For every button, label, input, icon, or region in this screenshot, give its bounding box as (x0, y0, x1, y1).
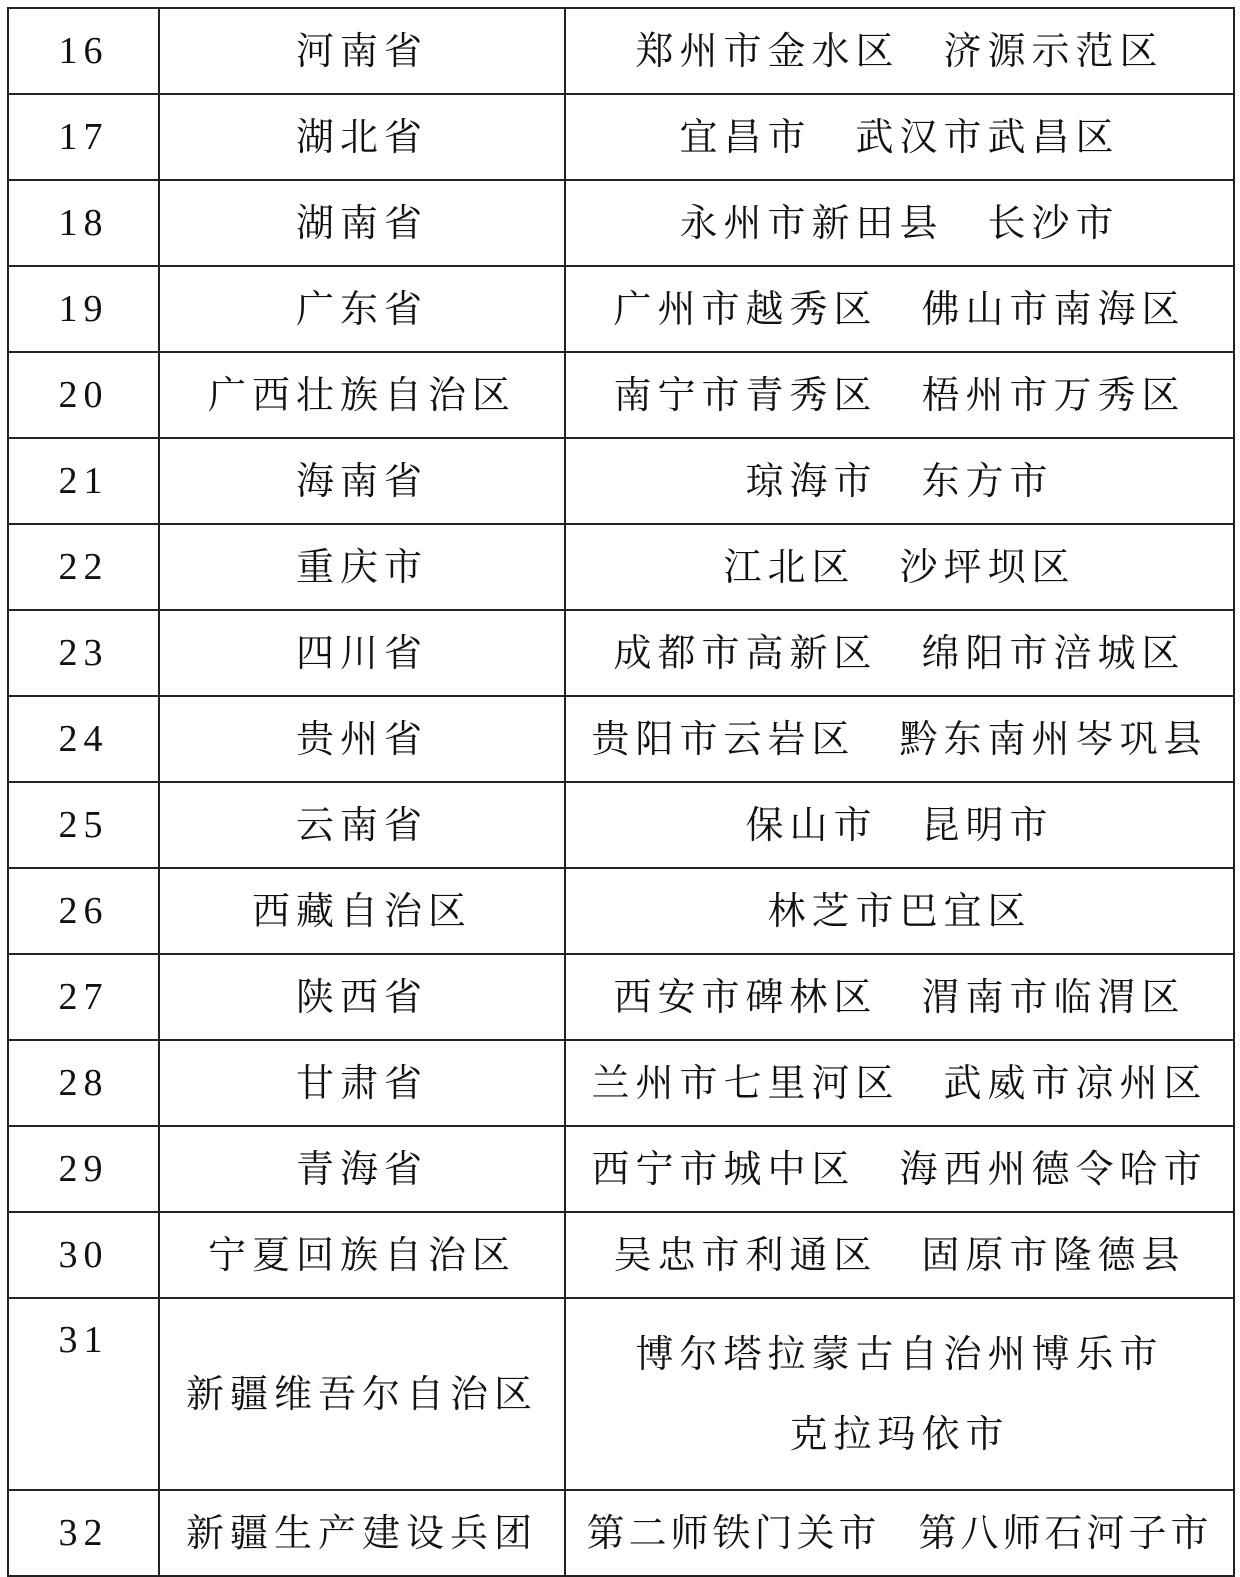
city-name: 永州市新田县 (679, 201, 944, 245)
table-row (8, 1126, 1234, 1212)
table-row (8, 180, 1234, 266)
row-number: 22 (8, 524, 159, 610)
row-number: 17 (8, 94, 159, 180)
city-name: 西宁市城中区 (591, 1147, 856, 1191)
cities-cell (565, 1490, 1234, 1576)
row-number: 21 (8, 438, 159, 524)
city-name: 宜昌市 (679, 115, 812, 159)
row-number: 27 (8, 954, 159, 1040)
table-row (8, 94, 1234, 180)
city-name: 林芝市巴宜区 (767, 889, 1032, 933)
city-name: 吴忠市利通区 (613, 1233, 878, 1277)
city-name: 长沙市 (987, 201, 1120, 245)
city-name: 第八师石河子市 (918, 1511, 1213, 1555)
table-row (8, 524, 1234, 610)
cities-cell (565, 438, 1234, 524)
province-cell: 新疆生产建设兵团 (159, 1490, 565, 1576)
row-number: 28 (8, 1040, 159, 1126)
city-name: 佛山市南海区 (921, 287, 1186, 331)
city-name: 第二师铁门关市 (586, 1511, 881, 1555)
province-cell: 新疆维吾尔自治区 (159, 1298, 565, 1490)
province-cell: 广西壮族自治区 (159, 352, 565, 438)
province-cell: 贵州省 (159, 696, 565, 782)
cities-cell (565, 524, 1234, 610)
cities-cell (565, 266, 1234, 352)
row-number: 25 (8, 782, 159, 868)
row-number: 30 (8, 1212, 159, 1298)
province-cell: 海南省 (159, 438, 565, 524)
cities-cell (565, 868, 1234, 954)
province-cell: 河南省 (159, 8, 565, 94)
city-name: 成都市高新区 (613, 631, 878, 675)
table-row (8, 696, 1234, 782)
city-name: 昆明市 (921, 803, 1054, 847)
province-cell: 陕西省 (159, 954, 565, 1040)
province-cell: 青海省 (159, 1126, 565, 1212)
row-number: 16 (8, 8, 159, 94)
city-name: 黔东南州岑巩县 (899, 717, 1208, 761)
cities-cell (565, 782, 1234, 868)
city-name: 琼海市 (745, 459, 878, 503)
city-name: 郑州市金水区 (635, 29, 900, 73)
cities-cell (565, 1040, 1234, 1126)
row-number: 32 (8, 1490, 159, 1576)
table-row (8, 352, 1234, 438)
region-table (7, 7, 1235, 1577)
city-name: 沙坪坝区 (899, 545, 1076, 589)
city-name: 梧州市万秀区 (921, 373, 1186, 417)
city-name: 保山市 (745, 803, 878, 847)
table-row (8, 954, 1234, 1040)
table-row (8, 1212, 1234, 1298)
city-name: 江北区 (723, 545, 856, 589)
cities-cell (565, 610, 1234, 696)
province-cell: 湖南省 (159, 180, 565, 266)
table-row (8, 782, 1234, 868)
cities-cell (565, 1212, 1234, 1298)
province-cell: 西藏自治区 (159, 868, 565, 954)
cities-cell (565, 1126, 1234, 1212)
city-name: 海西州德令哈市 (899, 1147, 1208, 1191)
city-name: 西安市碑林区 (613, 975, 878, 1019)
city-name: 渭南市临渭区 (921, 975, 1186, 1019)
city-name: 济源示范区 (943, 29, 1164, 73)
city-name: 绵阳市涪城区 (921, 631, 1186, 675)
row-number: 24 (8, 696, 159, 782)
table-row (8, 1490, 1234, 1576)
row-number: 23 (8, 610, 159, 696)
row-number: 31 (8, 1298, 159, 1490)
row-number: 19 (8, 266, 159, 352)
table-row (8, 1040, 1234, 1126)
province-cell: 湖北省 (159, 94, 565, 180)
city-name: 克拉玛依市 (789, 1412, 1010, 1456)
row-number: 20 (8, 352, 159, 438)
table-row (8, 610, 1234, 696)
city-name: 南宁市青秀区 (613, 373, 878, 417)
city-name: 东方市 (921, 459, 1054, 503)
province-cell: 云南省 (159, 782, 565, 868)
city-name: 广州市越秀区 (613, 287, 878, 331)
cities-cell (565, 352, 1234, 438)
province-cell: 重庆市 (159, 524, 565, 610)
cities-cell (565, 1298, 1234, 1490)
cities-cell (565, 954, 1234, 1040)
province-cell: 四川省 (159, 610, 565, 696)
cities-cell (565, 180, 1234, 266)
city-name: 武威市凉州区 (943, 1061, 1208, 1105)
table-row (8, 8, 1234, 94)
city-name: 固原市隆德县 (921, 1233, 1186, 1277)
city-name: 博尔塔拉蒙古自治州博乐市 (635, 1332, 1164, 1376)
row-number: 26 (8, 868, 159, 954)
province-cell: 广东省 (159, 266, 565, 352)
province-cell: 宁夏回族自治区 (159, 1212, 565, 1298)
table-row (8, 1298, 1234, 1490)
city-name: 兰州市七里河区 (591, 1061, 900, 1105)
table-row (8, 438, 1234, 524)
city-name: 武汉市武昌区 (855, 115, 1120, 159)
cities-cell (565, 94, 1234, 180)
city-name: 贵阳市云岩区 (591, 717, 856, 761)
table-row (8, 868, 1234, 954)
province-cell: 甘肃省 (159, 1040, 565, 1126)
table-row (8, 266, 1234, 352)
row-number: 18 (8, 180, 159, 266)
cities-cell (565, 696, 1234, 782)
row-number: 29 (8, 1126, 159, 1212)
cities-cell (565, 8, 1234, 94)
